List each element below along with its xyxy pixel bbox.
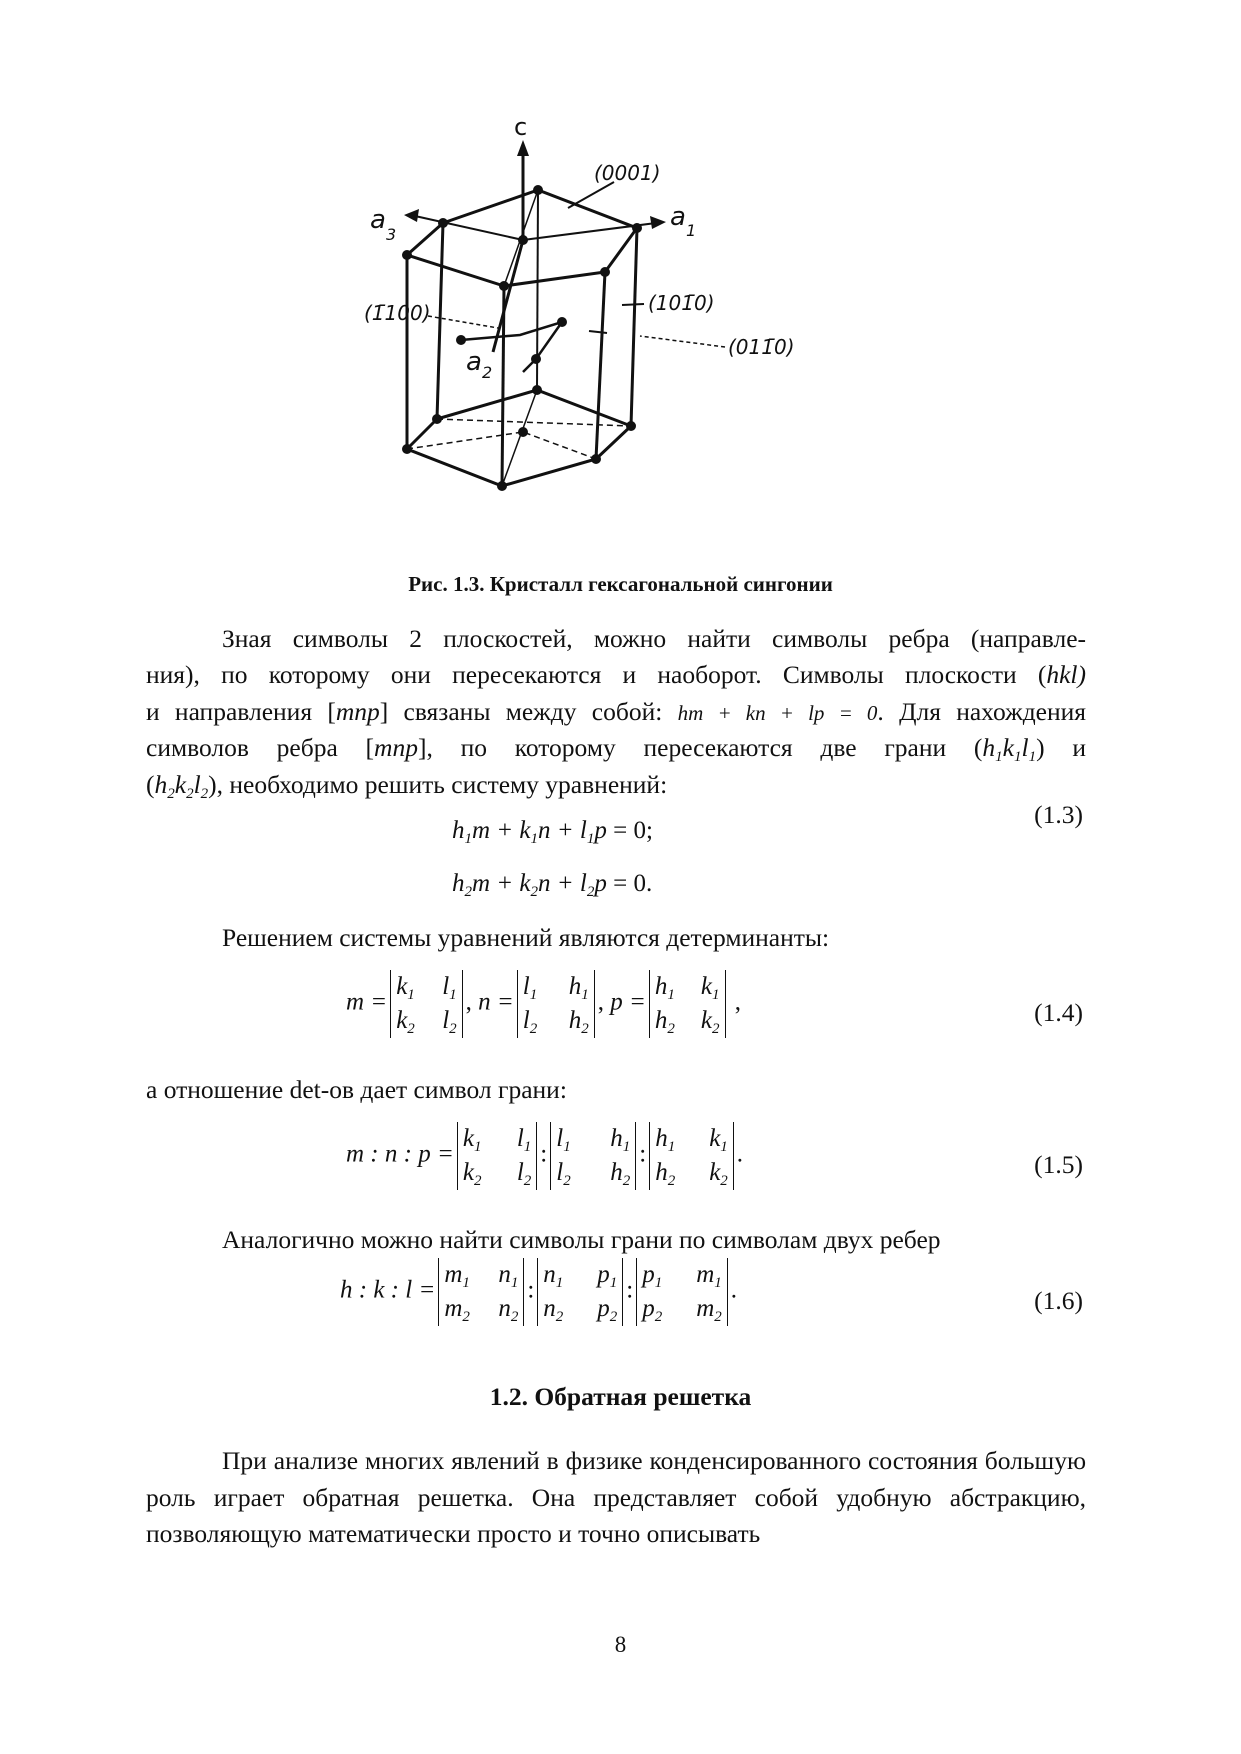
axis-label-a1: a bbox=[670, 202, 686, 232]
equation-number-1-6: (1.6) bbox=[1034, 1286, 1083, 1315]
equation-1-3-line-2: $h_2m + k_2n + l_2p = 0$. bbox=[452, 870, 653, 900]
plane-label-0001: (0001) bbox=[594, 161, 661, 185]
paragraph-line-2: ния), по которому они пересекаются и наоборот. Символы плоскости (hkl) bbox=[146, 660, 1086, 689]
axis-label-a2-sub: 2 bbox=[482, 363, 493, 382]
equation-1-3-line-1: $h_1m + k_1n + l_1p = 0$; bbox=[452, 817, 653, 847]
paragraph-5: При анализе многих явлений в физике конденсированного состояния большую роль играет обратная решетка. Она представляет собой удобную абстракцию, позволяющую математически просто и точно описывать bbox=[146, 1446, 1086, 1548]
axis-label-a3: a bbox=[370, 205, 386, 235]
paragraph-4: Аналогично можно найти символы грани по символам двух ребер bbox=[222, 1225, 941, 1254]
equation-1-5: m : n : p = $k_1$ $l_1$ $k_2$ $l_2$ : $l_1$ $h_1$ $l_2$ $h_2$ : $h_1$ $k_1$ $h_2$ $k_2$ . bbox=[346, 1122, 743, 1190]
axis-label-a2: a bbox=[466, 347, 482, 377]
plane-label-1010: (101̄0) bbox=[648, 291, 715, 315]
equation-number-1-5: (1.5) bbox=[1034, 1150, 1083, 1179]
page-number: 8 bbox=[614, 1632, 627, 1657]
paragraph-2: Решением системы уравнений являются детерминанты: bbox=[222, 923, 830, 952]
paragraph-line-4: символов ребра [mnp], по которому пересекаются две грани $(h_1k_1l_1)$ и bbox=[146, 733, 1086, 765]
paragraph-line-1: Зная символы 2 плоскостей, можно найти символы ребра (направле- bbox=[222, 624, 1086, 653]
equation-number-1-3: (1.3) bbox=[1034, 800, 1083, 829]
axis-label-a3-sub: 3 bbox=[386, 225, 397, 244]
equation-1-4: m = $k_1$ $l_1$ $k_2$ $l_2$ , n = $l_1$ $h_1$ $l_2$ $h_2$ , p = $h_1$ $k_1$ $h_2$ $k_2$ , bbox=[346, 970, 741, 1038]
paragraph-line-5: $(h_2k_2l_2)$, необходимо решить систему уравнений: bbox=[146, 770, 668, 802]
figure-caption: Рис. 1.3. Кристалл гексагональной сингонии bbox=[408, 572, 833, 596]
paragraph-3: а отношение det-ов дает символ грани: bbox=[146, 1075, 567, 1104]
paragraph-line-3: и направления [mnp] связаны между собой: hm + kn + lp = 0. Для нахождения bbox=[146, 697, 1087, 726]
section-heading: 1.2. Обратная решетка bbox=[489, 1382, 752, 1411]
axis-label-c: c bbox=[514, 113, 528, 141]
plane-label-1100: (1̄100) bbox=[364, 301, 431, 325]
axis-label-a1-sub: 1 bbox=[686, 221, 697, 240]
equation-number-1-4: (1.4) bbox=[1034, 998, 1083, 1027]
hexagonal-crystal-figure bbox=[360, 108, 830, 558]
equation-1-6: h : k : l = $m_1$ $n_1$ $m_2$ $n_2$ : $n_1$ $p_1$ $n_2$ $p_2$ : $p_1$ $m_1$ $p_2$ $m_2$ . bbox=[340, 1258, 737, 1326]
plane-label-0110: (011̄0) bbox=[728, 335, 795, 359]
